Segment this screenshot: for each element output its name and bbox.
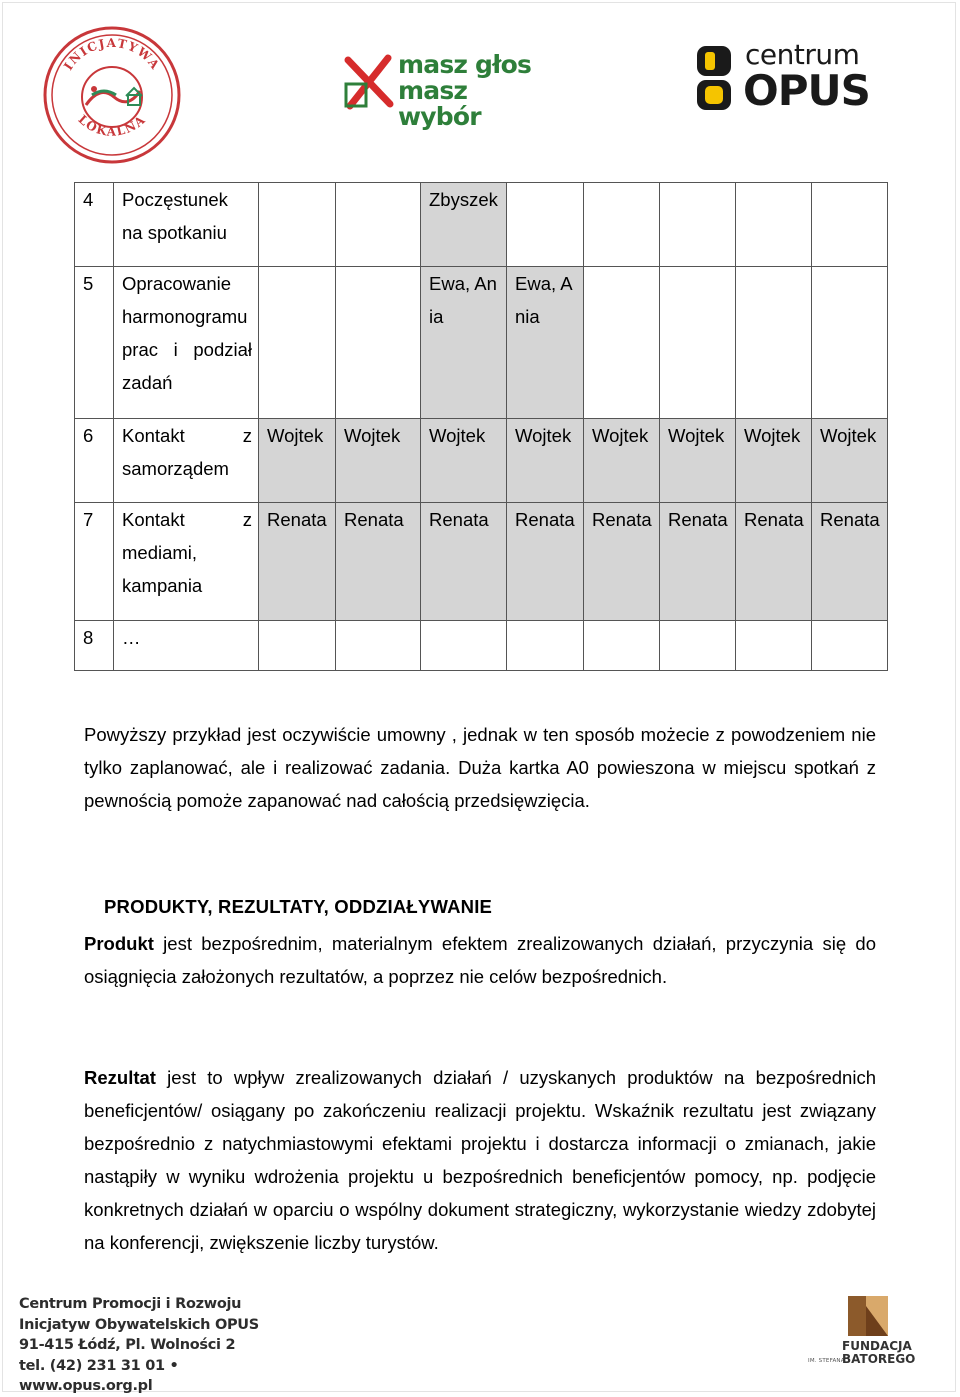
row-number: 4 <box>75 183 114 267</box>
footer-line-address: 91-415 Łódź, Pl. Wolności 2 <box>19 1337 236 1353</box>
table-row <box>75 621 888 671</box>
schedule-cell <box>259 621 336 671</box>
produkt-term: Produkt <box>84 933 154 954</box>
schedule-cell <box>660 621 736 671</box>
footer-line-org: Centrum Promocji i Rozwoju <box>19 1296 242 1312</box>
schedule-cell <box>584 267 660 419</box>
batory-line1: FUNDACJA <box>842 1339 912 1353</box>
schedule-cell <box>336 183 421 267</box>
row-number: 7 <box>75 503 114 621</box>
masz-wybor-text: masz wybór <box>398 76 481 131</box>
section-heading: PRODUKTY, REZULTATY, ODDZIAŁYWANIE <box>104 896 493 917</box>
schedule-cell: Renata <box>584 503 660 621</box>
row-number: 6 <box>75 419 114 503</box>
schedule-cell: Wojtek <box>812 419 888 503</box>
schedule-cell: Renata <box>507 503 584 621</box>
task-cell: Kontakt z samorządem <box>114 419 259 503</box>
schedule-cell <box>736 183 812 267</box>
batory-line2: BATOREGO <box>842 1352 916 1366</box>
schedule-cell <box>507 621 584 671</box>
produkt-paragraph <box>84 927 876 993</box>
schedule-cell <box>736 621 812 671</box>
fundacja-batorego-logo <box>808 1292 918 1372</box>
rezultat-paragraph <box>84 1061 876 1259</box>
schedule-cell: Renata <box>812 503 888 621</box>
masz-glos-masz-wybor-logo <box>344 50 554 131</box>
schedule-cell: Renata <box>421 503 507 621</box>
inicjatywa-lokalna-logo <box>42 25 182 165</box>
task-schedule-table <box>74 182 888 671</box>
centrum-opus-logo <box>695 38 870 115</box>
schedule-cell <box>812 267 888 419</box>
schedule-cell <box>336 621 421 671</box>
svg-text:INICJATYWA: INICJATYWA <box>61 35 163 73</box>
batory-small-text: IM. STEFANA <box>808 1358 845 1364</box>
schedule-cell: Wojtek <box>259 419 336 503</box>
schedule-cell <box>660 267 736 419</box>
task-cell: … <box>114 621 259 671</box>
schedule-cell: Wojtek <box>584 419 660 503</box>
rezultat-definition: jest to wpływ zrealizowanych działań / uzyskanych produktów na bezpośrednich beneficjentów/ osiągany po zakończeniu realizacji projektu. Wskaźnik rezultatu jest związany bezpośrednio z natychmiastowymi efektami projektu i dostarcza informacji o zmianach, jakie nastąpiły w wyniku wdrożenia projektu u bezpośrednich beneficjentów pomocy, np. podjęcie konkretnych działań w oparciu o wspólny dokument strategiczny, wykorzystanie wiedzy zdobytej na konferencji, zwiększenie liczby turystów. <box>84 1067 876 1253</box>
task-cell: Poczęstunek na spotkaniu <box>114 183 259 267</box>
footer-line-org2: Inicjatyw Obywatelskich OPUS <box>19 1316 259 1333</box>
produkt-definition: jest bezpośrednim, materialnym efektem zrealizowanych działań, przyczynia się do osiągnięcia założonych rezultatów, a poprzez nie celów bezpośrednich. <box>84 933 876 987</box>
schedule-cell: Wojtek <box>507 419 584 503</box>
task-cell: Kontakt z mediami, kampania <box>114 503 259 621</box>
schedule-cell: Zbyszek <box>421 183 507 267</box>
schedule-cell: Renata <box>259 503 336 621</box>
task-cell: Opracowanie harmonogramu prac i podział zadań <box>114 267 259 419</box>
schedule-cell: Ewa, Ania <box>421 267 507 419</box>
schedule-cell: Wojtek <box>336 419 421 503</box>
schedule-cell: Renata <box>336 503 421 621</box>
schedule-cell <box>736 267 812 419</box>
schedule-cell <box>507 183 584 267</box>
schedule-cell <box>584 621 660 671</box>
svg-text:LOKALNA: LOKALNA <box>75 112 149 139</box>
opus-text: OPUS <box>743 66 870 115</box>
table-row <box>75 503 888 621</box>
schedule-cell <box>336 267 421 419</box>
schedule-cell <box>812 183 888 267</box>
schedule-cell <box>812 621 888 671</box>
footer-address <box>19 1294 259 1397</box>
table-row <box>75 183 888 267</box>
row-number: 8 <box>75 621 114 671</box>
schedule-cell <box>584 183 660 267</box>
masz-glos-text: masz głos <box>398 50 532 79</box>
centrum-text: centrum <box>745 38 860 71</box>
schedule-cell <box>259 183 336 267</box>
rezultat-term: Rezultat <box>84 1067 156 1088</box>
schedule-cell: Wojtek <box>736 419 812 503</box>
schedule-cell: Ewa, Ania <box>507 267 584 419</box>
row-number: 5 <box>75 267 114 419</box>
schedule-cell: Renata <box>660 503 736 621</box>
schedule-cell <box>259 267 336 419</box>
footer-line-contact: tel. (42) 231 31 01 • www.opus.org.pl <box>19 1357 179 1394</box>
schedule-cell: Wojtek <box>421 419 507 503</box>
schedule-cell: Wojtek <box>660 419 736 503</box>
schedule-cell: Renata <box>736 503 812 621</box>
schedule-cell <box>660 183 736 267</box>
schedule-cell <box>421 621 507 671</box>
table-row <box>75 419 888 503</box>
example-note-paragraph: Powyższy przykład jest oczywiście umowny , jednak w ten sposób możecie z powodzeniem nie tylko zaplanować, ale i realizować zadania. Duża kartka A0 powieszona w miejscu spotkań z pewnością pomoże zapanować nad całością przedsięwzięcia. <box>84 724 876 811</box>
table-row <box>75 267 888 419</box>
